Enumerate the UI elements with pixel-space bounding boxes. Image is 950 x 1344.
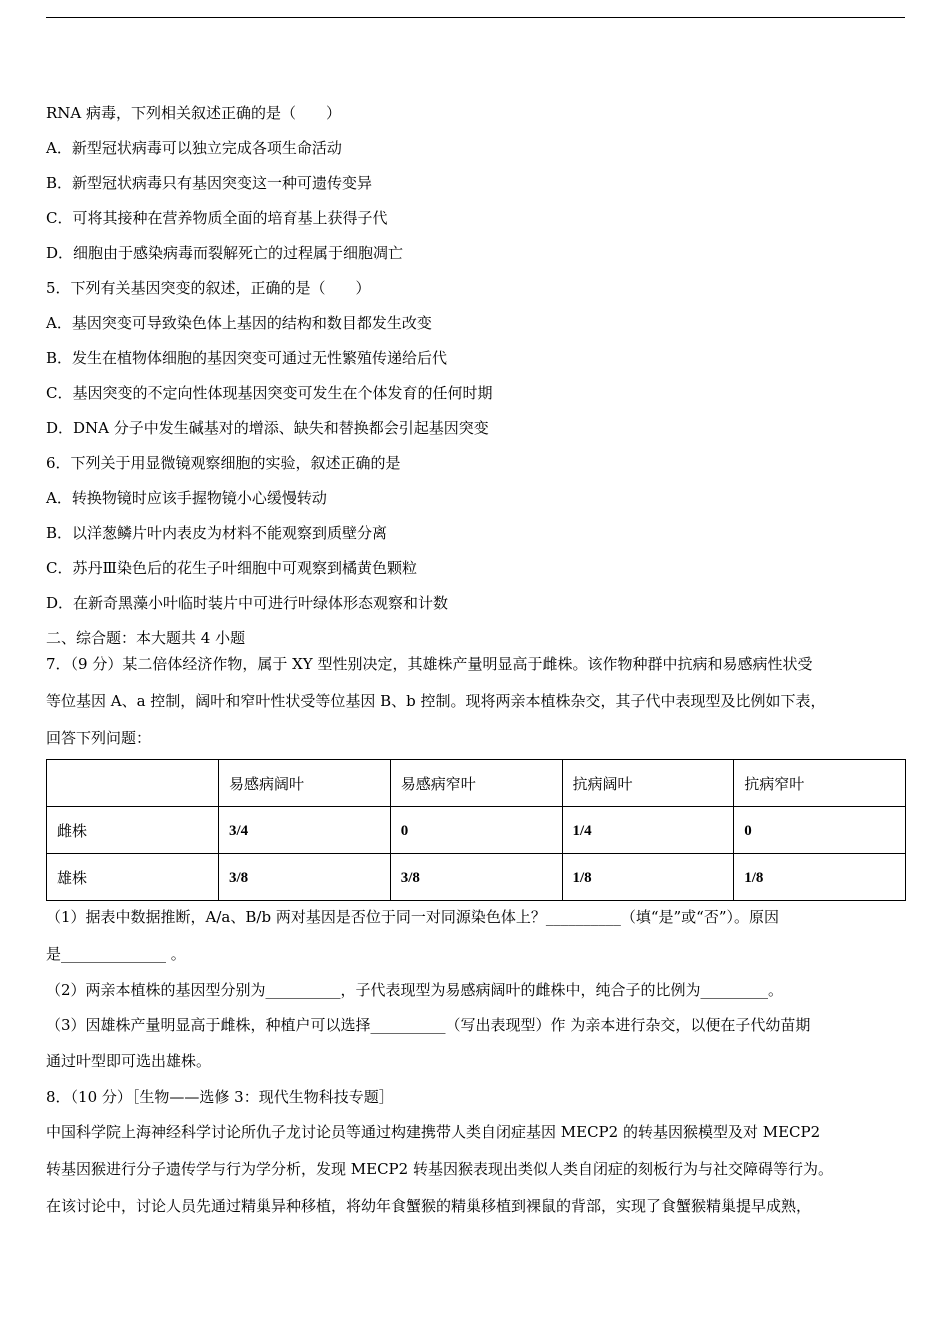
option-5d: D．DNA 分子中发生碱基对的增添、缺失和替换都会引起基因突变 [46, 419, 489, 437]
option-6d: D．在新奇黑藻小叶临时装片中可进行叶绿体形态观察和计数 [46, 594, 449, 612]
option-6a: A．转换物镜时应该手握物镜小心缓慢转动 [46, 489, 327, 507]
table-cell [562, 807, 734, 854]
table-header-row [47, 760, 906, 807]
table-cell [390, 854, 562, 901]
subquestion-7-2: （2）两亲本植株的基因型分别为__________，子代表现型为易感病阔叶的雌株中，纯合子的比例为_________。 [46, 981, 784, 999]
question-7-stem-line3: 回答下列问题： [46, 729, 152, 747]
cell-value: 0 [744, 822, 752, 839]
header-rule [46, 17, 905, 18]
option-6c: C．苏丹Ⅲ染色后的花生子叶细胞中可观察到橘黄色颗粒 [46, 559, 417, 577]
table-header-cell: 抗病窄叶 [734, 760, 906, 807]
question-8-passage-line3: 在该讨论中，讨论人员先通过精巢异种移植，将幼年食蟹猴的精巢移植到裸鼠的背部，实现了食蟹猴精巢提早成熟， [46, 1197, 812, 1215]
question-8-passage-line2: 转基因猴进行分子遗传学与行为学分析，发现 MECP2 转基因猴表现出类似人类自闭症的刻板行为与社交障碍等行为。 [46, 1160, 833, 1178]
subquestion-7-1-line2: 是______________ 。 [46, 945, 186, 963]
question-5-stem: 5．下列有关基因突变的叙述，正确的是（ ） [46, 279, 371, 297]
option-4b: B．新型冠状病毒只有基因突变这一种可遗传变异 [46, 174, 373, 192]
row-label-male: 雄株 [47, 854, 219, 901]
table-cell [390, 807, 562, 854]
option-5a: A．基因突变可导致染色体上基因的结构和数目都发生改变 [46, 314, 432, 332]
table-row [47, 807, 906, 854]
cell-value: 3/8 [229, 869, 249, 886]
option-4a: A．新型冠状病毒可以独立完成各项生命活动 [46, 139, 342, 157]
table-header-cell: 抗病阔叶 [562, 760, 734, 807]
option-4c: C．可将其接种在营养物质全面的培育基上获得子代 [46, 209, 388, 227]
question-6-stem: 6．下列关于用显微镜观察细胞的实验，叙述正确的是 [46, 454, 401, 472]
cell-value: 1/8 [744, 869, 764, 886]
option-5c: C．基因突变的不定向性体现基因突变可发生在个体发育的任何时期 [46, 384, 493, 402]
table-cell [219, 854, 391, 901]
table-cell [734, 807, 906, 854]
question-7-stem-line1: 7．（9 分）某二倍体经济作物，属于 XY 型性别决定，其雄株产量明显高于雌株。该作物种群中抗病和易感病性状受 [46, 655, 813, 673]
phenotype-ratio-table [46, 759, 906, 901]
option-6b: B．以洋葱鳞片叶内表皮为材料不能观察到质壁分离 [46, 524, 388, 542]
cell-value: 0 [400, 822, 409, 839]
section-heading: 二、综合题：本大题共 4 小题 [46, 629, 246, 647]
table-header-cell: 易感病窄叶 [390, 760, 562, 807]
table-cell [734, 854, 906, 901]
subquestion-7-3-line2: 通过叶型即可选出雄株。 [46, 1052, 212, 1070]
table-row [47, 854, 906, 901]
question-4-stem-continued: RNA 病毒，下列相关叙述正确的是（ ） [46, 104, 342, 122]
cell-value: 3/4 [229, 822, 249, 839]
question-8-title: 8．（10 分）［生物——选修 3：现代生物科技专题］ [46, 1088, 394, 1106]
question-8-passage-line1: 中国科学院上海神经科学讨论所仇子龙讨论员等通过构建携带人类自闭症基因 MECP2 的转基因猴模型及对 MECP2 [46, 1123, 821, 1141]
row-label-female: 雌株 [47, 807, 219, 854]
subquestion-7-3-line1: （3）因雄株产量明显高于雌株，种植户可以选择__________（写出表现型）作 为亲本进行杂交，以便在子代幼苗期 [46, 1016, 811, 1034]
option-5b: B．发生在植物体细胞的基因突变可通过无性繁殖传递给后代 [46, 349, 448, 367]
table-cell [219, 807, 391, 854]
cell-value: 3/8 [400, 869, 420, 886]
table-header-cell [47, 760, 219, 807]
table-header-cell: 易感病阔叶 [219, 760, 391, 807]
option-4d: D．细胞由于感染病毒而裂解死亡的过程属于细胞凋亡 [46, 244, 404, 262]
cell-value: 1/4 [572, 822, 592, 839]
table-cell [562, 854, 734, 901]
question-7-stem-line2: 等位基因 A、a 控制，阔叶和窄叶性状受等位基因 B、b 控制。现将两亲本植株杂交，其子代中表现型及比例如下表， [46, 692, 826, 710]
cell-value: 1/8 [572, 869, 592, 886]
subquestion-7-1-line1: （1）据表中数据推断，A/a、B/b 两对基因是否位于同一对同源染色体上？__________（填“是”或“否”）。原因 [46, 908, 779, 926]
